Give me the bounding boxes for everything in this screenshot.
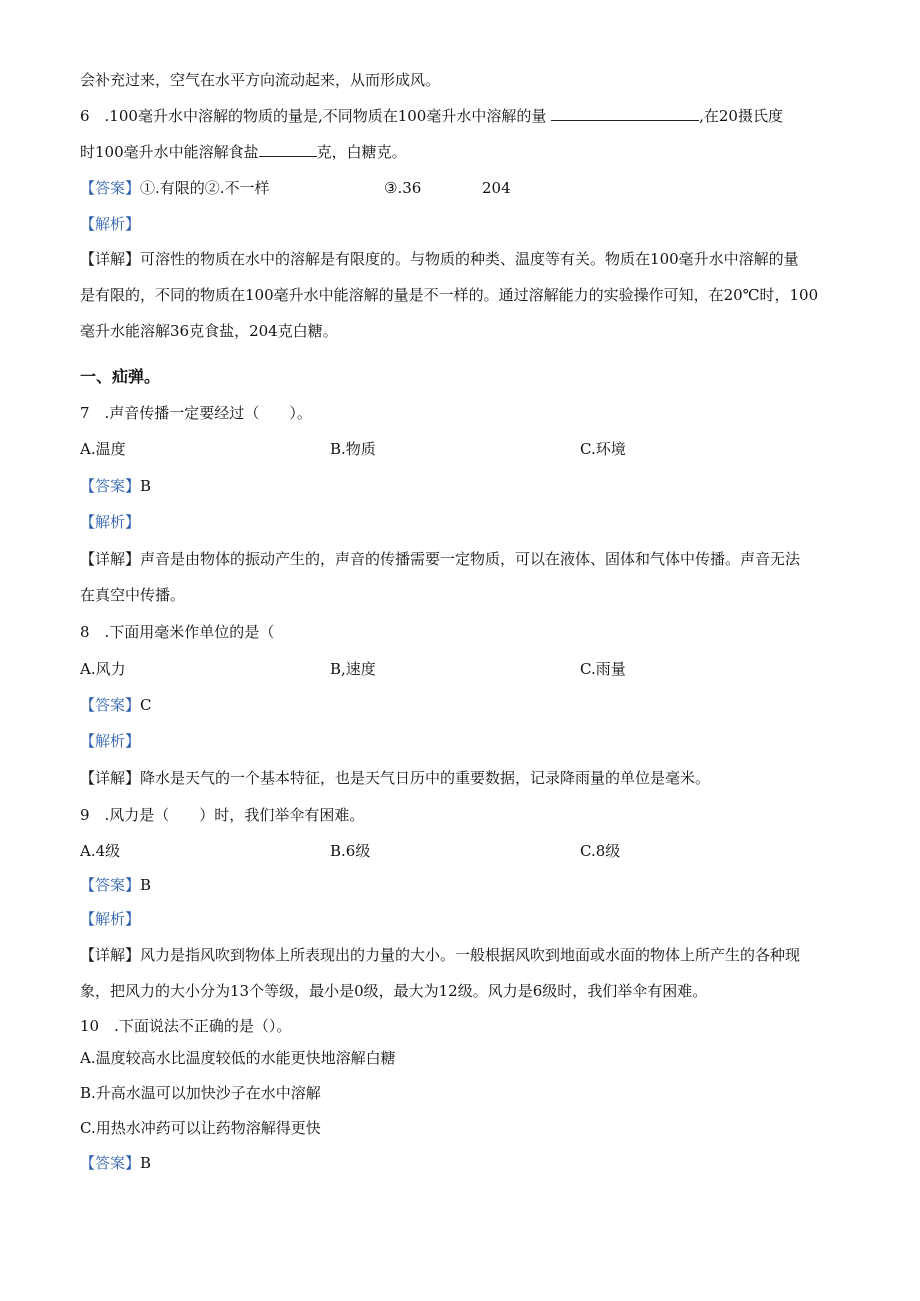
- detail-text: 在真空中传播。: [80, 586, 186, 604]
- answer-row: [80, 1153, 151, 1173]
- analysis-tag: 【解析】: [80, 215, 141, 233]
- answer-row: [80, 476, 151, 496]
- analysis-row: [80, 731, 140, 751]
- question-9: 9 .风力是（ ）时，我们举伞有困难。: [80, 806, 365, 824]
- detail-text: 可溶性的物质在水中的溶解是有限度的。与物质的种类、温度等有关。物质在100毫升水中溶解的量: [140, 250, 799, 268]
- option-b: B.物质: [330, 440, 376, 458]
- detail-tag: 【详解】: [80, 250, 141, 268]
- answer-tag: 【答案】: [80, 1154, 141, 1172]
- detail-row: [80, 768, 710, 788]
- option-c: C.环境: [580, 440, 626, 458]
- detail-text: 是有限的，不同的物质在100毫升水中能溶解的量是不一样的。通过溶解能力的实验操作可知，在20℃时，100: [80, 286, 819, 304]
- answer-tag: 【答案】: [80, 876, 141, 894]
- analysis-row: [80, 214, 140, 234]
- answer-row: [80, 178, 270, 198]
- question-6-text-3: 时100毫升水中能溶解食盐: [80, 143, 259, 161]
- analysis-row: [80, 909, 140, 929]
- option-c: C.雨量: [580, 660, 626, 678]
- answer-tag: 【答案】: [80, 696, 141, 714]
- answer-text: 204: [482, 179, 511, 197]
- detail-tag: 【详解】: [80, 550, 141, 568]
- answer-tag: 【答案】: [80, 477, 141, 495]
- answer-text: B: [140, 1154, 152, 1172]
- option-a: A.温度较高水比温度较低的水能更快地溶解白糖: [80, 1049, 396, 1067]
- detail-row: [80, 945, 800, 965]
- question-6-continued: [80, 142, 407, 162]
- option-b: B,速度: [330, 660, 376, 678]
- detail-text: 象，把风力的大小分为13个等级，最小是0级，最大为12级。风力是6级时，我们举伞有困难。: [80, 982, 708, 1000]
- detail-row: [80, 549, 800, 569]
- answer-text: C: [140, 696, 152, 714]
- question-6-text: 6 .100毫升水中溶解的物质的量是,不同物质在100毫升水中溶解的量: [80, 107, 547, 125]
- answer-row: [80, 875, 151, 895]
- question-8: 8 .下面用毫米作单位的是（: [80, 623, 275, 641]
- answer-text: B: [140, 477, 152, 495]
- answer-text: ③.36: [384, 179, 422, 197]
- option-b: B.升高水温可以加快沙子在水中溶解: [80, 1084, 321, 1102]
- detail-row: [80, 249, 799, 269]
- question-6-text-2: ,在20摄氏度: [699, 107, 783, 125]
- detail-text: 降水是天气的一个基本特征，也是天气日历中的重要数据，记录降雨量的单位是毫米。: [140, 769, 711, 787]
- option-a: A.温度: [80, 440, 126, 458]
- analysis-row: [80, 512, 140, 532]
- detail-tag: 【详解】: [80, 769, 141, 787]
- option-a: A.风力: [80, 660, 126, 678]
- option-c: C.8级: [580, 842, 621, 860]
- answer-blank: [551, 106, 699, 121]
- option-a: A.4级: [80, 842, 121, 860]
- detail-tag: 【详解】: [80, 946, 141, 964]
- answer-text: ①.有限的②.不一样: [140, 179, 270, 197]
- section-heading: 一、疝弹。: [80, 367, 161, 386]
- question-10: 10 .下面说法不正确的是（）。: [80, 1017, 292, 1035]
- question-6-text-4: 克，白糖克。: [316, 143, 407, 161]
- option-c: C.用热水冲药可以让药物溶解得更快: [80, 1119, 321, 1137]
- detail-text: 风力是指风吹到物体上所表现出的力量的大小。一般根据风吹到地面或水面的物体上所产生的各种现: [140, 946, 801, 964]
- analysis-tag: 【解析】: [80, 513, 141, 531]
- option-b: B.6级: [330, 842, 371, 860]
- answer-blank: [259, 142, 317, 157]
- answer-row: [80, 695, 152, 715]
- answer-text: B: [140, 876, 152, 894]
- text-line: 会补充过来，空气在水平方向流动起来，从而形成风。: [80, 71, 441, 89]
- analysis-tag: 【解析】: [80, 732, 141, 750]
- question-7: 7 .声音传播一定要经过（ ）。: [80, 404, 312, 422]
- question-6: [80, 106, 783, 126]
- analysis-tag: 【解析】: [80, 910, 141, 928]
- detail-text: 毫升水能溶解36克食盐，204克白糖。: [80, 322, 338, 340]
- answer-tag: 【答案】: [80, 179, 141, 197]
- detail-text: 声音是由物体的振动产生的，声音的传播需要一定物质，可以在液体、固体和气体中传播。声音无法: [140, 550, 801, 568]
